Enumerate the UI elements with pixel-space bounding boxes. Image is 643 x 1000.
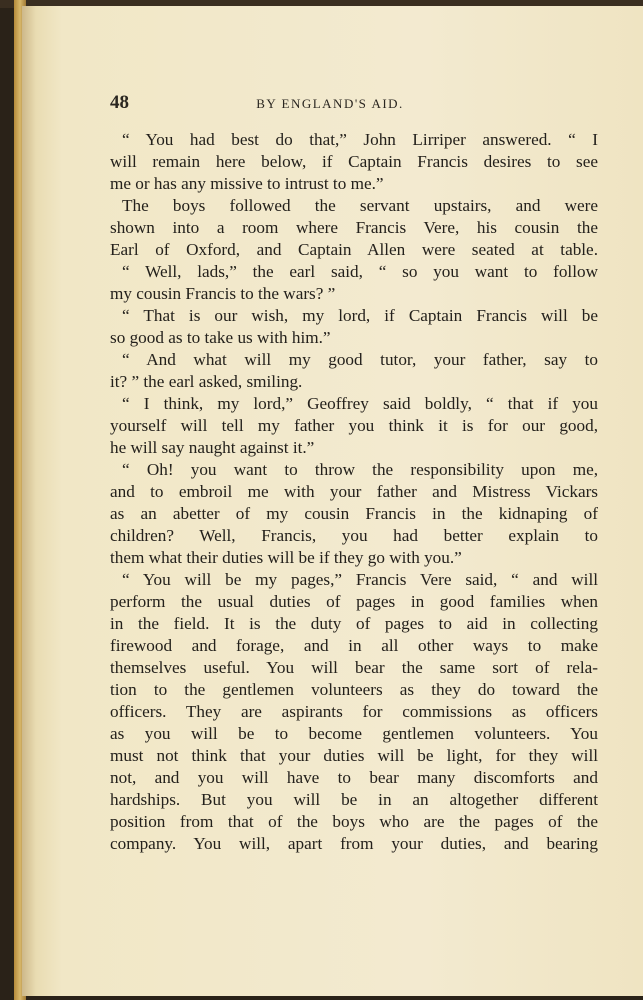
text-line: so good as to take us with him.” — [110, 328, 331, 347]
text-line: “ Well, lads,” the earl said, “ so you want to follow — [122, 262, 598, 281]
text-line: he will say naught against it.” — [110, 438, 315, 457]
page-body-text — [110, 129, 598, 855]
text-line: and to embroil me with your father and Mistress Vickars — [110, 482, 598, 501]
page-number: 48 — [110, 92, 129, 113]
text-line: “ And what will my good tutor, your father, say to — [122, 350, 598, 369]
text-line: position from that of the boys who are the pages of the — [110, 812, 598, 831]
text-line: officers. They are aspirants for commissions as officers — [110, 702, 598, 721]
text-line: “ You had best do that,” John Lirriper answered. “ I — [122, 130, 598, 149]
text-line: as you will be to become gentlemen volunteers. You — [110, 724, 598, 743]
text-line: shown into a room where Francis Vere, his cousin the — [110, 218, 598, 237]
text-line: firewood and forage, and in all other ways to make — [110, 636, 598, 655]
text-line: must not think that your duties will be light, for they will — [110, 746, 598, 765]
text-line: them what their duties will be if they go with you.” — [110, 548, 462, 567]
page-header — [110, 92, 600, 116]
text-line: me or has any missive to intrust to me.” — [110, 174, 384, 193]
text-line: “ You will be my pages,” Francis Vere said, “ and will — [122, 570, 598, 589]
text-line: will remain here below, if Captain Francis desires to see — [110, 152, 598, 171]
text-line: perform the usual duties of pages in good families when — [110, 592, 598, 611]
text-line: Earl of Oxford, and Captain Allen were seated at table. — [110, 240, 598, 259]
text-line: company. You will, apart from your duties, and bearing — [110, 834, 598, 853]
text-line: children? Well, Francis, you had better explain to — [110, 526, 598, 545]
text-line: as an abetter of my cousin Francis in the kidnaping of — [110, 504, 598, 523]
text-line: it? ” the earl asked, smiling. — [110, 372, 303, 391]
text-line: not, and you will have to bear many discomforts and — [110, 768, 598, 787]
text-line: in the field. It is the duty of pages to aid in collecting — [110, 614, 598, 633]
text-line: “ Oh! you want to throw the responsibility upon me, — [122, 460, 598, 479]
text-line: yourself will tell my father you think it is for our good, — [110, 416, 598, 435]
text-line: “ That is our wish, my lord, if Captain Francis will be — [122, 306, 598, 325]
text-line: my cousin Francis to the wars? ” — [110, 284, 336, 303]
text-line: tion to the gentlemen volunteers as they do toward the — [110, 680, 598, 699]
text-line: hardships. But you will be in an altogether different — [110, 790, 598, 809]
text-line: themselves useful. You will bear the same sort of rela- — [110, 658, 598, 677]
text-line: The boys followed the servant upstairs, and were — [122, 196, 598, 215]
text-line: “ I think, my lord,” Geoffrey said boldly, “ that if you — [122, 394, 598, 413]
running-title: BY ENGLAND'S AID. — [256, 96, 404, 111]
